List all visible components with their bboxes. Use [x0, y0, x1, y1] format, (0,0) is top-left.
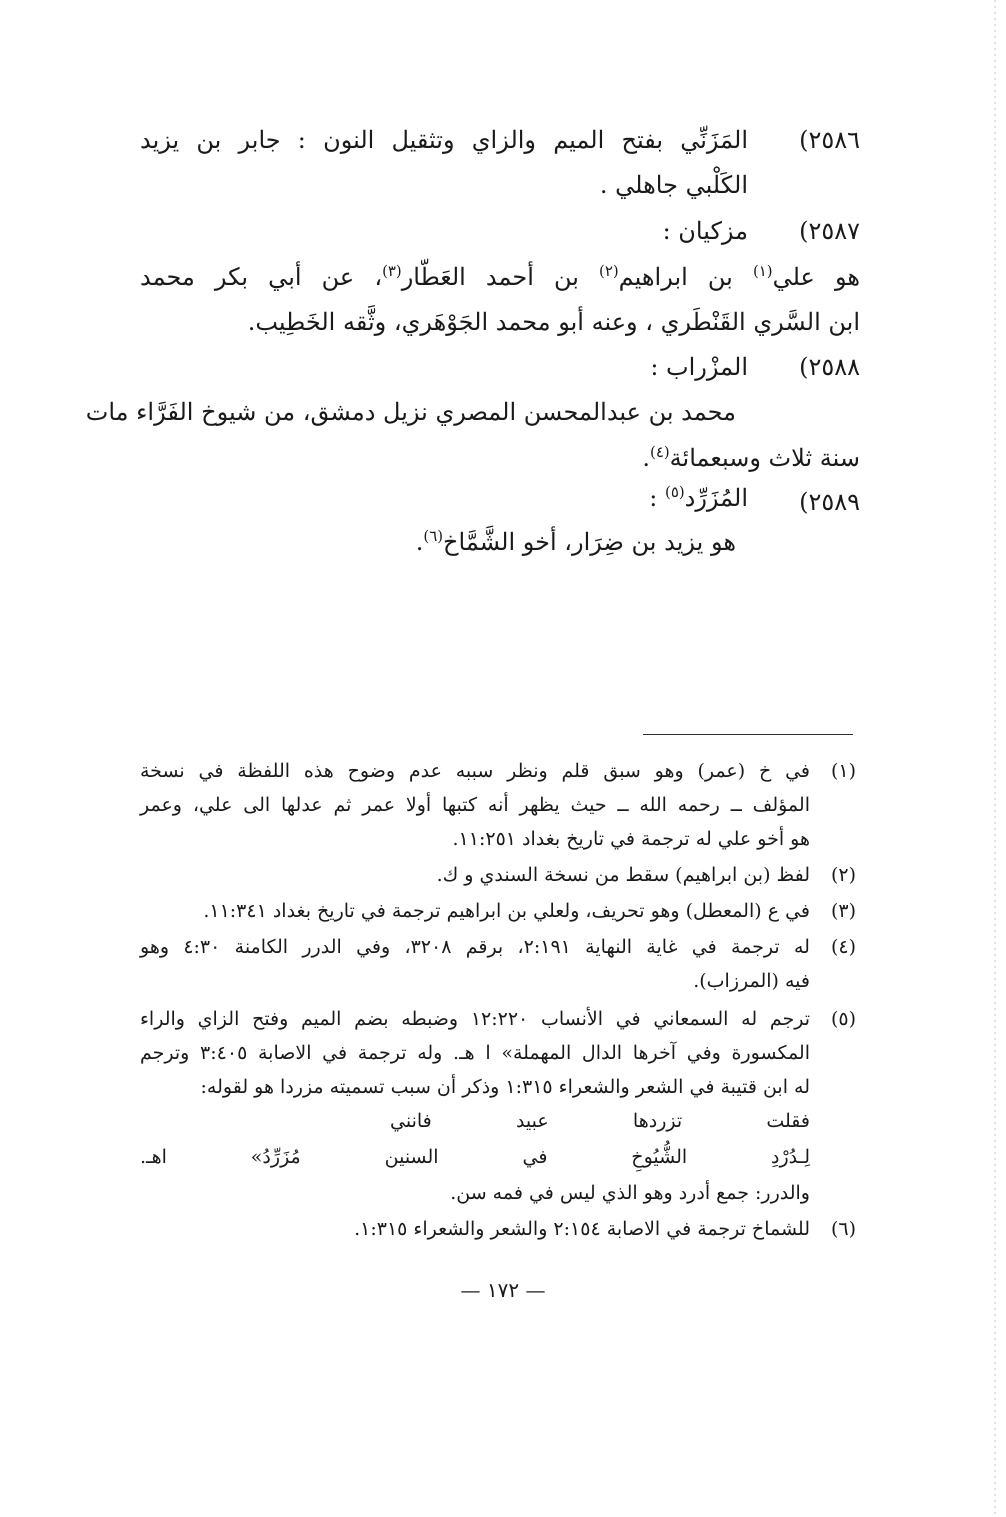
entry-2587-heading: مزكيان : — [662, 217, 748, 245]
footnote-ref-6[interactable]: (٦) — [423, 527, 444, 545]
footnote-5-verse2: لِـدُرْدِ الشُّيُوخِ في السنين مُزَرِّدُ» اهـ. — [140, 1146, 810, 1168]
entry-2586-number: ٢٥٨٦) — [799, 126, 860, 154]
entry-2587-text-c: بن أحمد العَطّار — [401, 263, 600, 291]
entry-2587-text-a: هو علي — [772, 263, 860, 291]
page-number: — ١٧٢ — — [460, 1278, 546, 1302]
footnote-4-line1: له ترجمة في غاية النهاية ٢:١٩١، برقم ٣٢٠٨، وفي الدرر الكامنة ٤:٣٠ وهو — [140, 936, 810, 958]
entry-2589-heading — [649, 483, 748, 512]
entry-2587-body-line2: ابن السَّري القَنْطَري ، وعنه أبو محمد الجَوْهَري، وثَّقه الخَطِيب. — [247, 308, 860, 336]
footnote-5-number: (٥) — [830, 1008, 856, 1030]
footnote-5-line2: المكسورة وفي آخرها الدال المهملة» ا هـ. وله ترجمة في الاصابة ٣:٤٠٥ وترجم — [140, 1042, 810, 1064]
footnote-ref-2[interactable]: (٢) — [599, 262, 619, 280]
footnote-1-number: (١) — [830, 760, 856, 782]
footnote-5-line3: له ابن قتيبة في الشعر والشعراء ١:٣١٥ وذكر أن سبب تسميته مزردا هو لقوله: — [200, 1076, 810, 1098]
footnote-ref-1[interactable]: (١) — [752, 262, 773, 280]
footnote-1-line2: المؤلف ــ رحمه الله ــ حيث يظهر أنه كتبها أولا عمر ثم عدلها الى علي، وعمر — [140, 794, 810, 816]
entry-2588-body-line1: محمد بن عبدالمحسن المصري نزيل دمشق، من شيوخ الفَرَّاء مات — [85, 398, 736, 426]
footnote-2-line1: لفظ (بن ابراهيم) سقط من نسخة السندي و ك. — [436, 864, 810, 886]
entry-2589-number: ٢٥٨٩) — [799, 488, 860, 516]
entry-2587-number: ٢٥٨٧) — [799, 217, 860, 245]
entry-2588-body-line2 — [642, 443, 860, 472]
entry-2589-text-a: هو يزيد بن ضِرَار، أخو الشَّمَّاخ — [443, 528, 736, 556]
footnote-5-after: والدرر: جمع أدرد وهو الذي ليس في فمه سن. — [450, 1182, 810, 1204]
footnote-3-line1: في ع (المعطل) وهو تحريف، ولعلي بن ابراهيم ترجمة في تاريخ بغداد ١١:٣٤١. — [203, 900, 810, 922]
entry-2587-text-b: بن ابراهيم — [618, 263, 753, 291]
entry-2586-line2: الكَلْبي جاهلي . — [599, 171, 748, 199]
footnote-3-number: (٣) — [830, 900, 856, 922]
entry-2588-heading: المزْراب : — [650, 353, 748, 381]
footnote-4-line2: فيه (المرزاب). — [693, 970, 810, 992]
entry-2589-body-line1 — [415, 527, 736, 556]
footnote-1-line3: هو أخو علي له ترجمة في تاريخ بغداد ١١:٢٥١. — [452, 828, 810, 850]
footnote-separator — [643, 734, 853, 735]
entry-2586-line1: المَزَنِّي بفتح الميم والزاي وتثقيل النون : جابر بن يزيد — [140, 126, 748, 154]
footnote-ref-5[interactable]: (٥) — [665, 483, 685, 501]
footnote-5-line1: ترجم له السمعاني في الأنساب ١٢:٢٢٠ وضبطه بضم الميم وفتح الزاي والراء — [140, 1008, 810, 1030]
footnote-2-number: (٢) — [830, 864, 856, 886]
entry-2589-text-b: . — [415, 528, 424, 556]
footnote-5-verse1: فقلت تزردها عبيد فانني — [390, 1110, 810, 1132]
entry-2588-text-a: سنة ثلاث وسبعمائة — [669, 444, 860, 472]
footnote-ref-3[interactable]: (٣) — [382, 262, 402, 280]
footnote-6-number: (٦) — [830, 1218, 856, 1240]
footnote-ref-4[interactable]: (٤) — [650, 443, 670, 461]
footnote-1-line1: في خ (عمر) وهو سبق قلم ونظر سببه عدم وضوح هذه اللفظة في نسخة — [140, 760, 810, 782]
entry-2587-body-line1 — [140, 262, 860, 291]
footnote-6-line1: للشماخ ترجمة في الاصابة ٢:١٥٤ والشعر والشعراء ١:٣١٥. — [354, 1218, 810, 1240]
entry-2588-text-b: . — [642, 444, 651, 472]
entry-2587-text-d: ، عن أبي بكر محمد — [140, 263, 383, 291]
entry-2589-heading-colon: : — [649, 484, 665, 512]
footnote-4-number: (٤) — [830, 936, 856, 958]
entry-2589-heading-text: المُزَرِّد — [684, 484, 748, 512]
entry-2588-number: ٢٥٨٨) — [799, 353, 860, 381]
